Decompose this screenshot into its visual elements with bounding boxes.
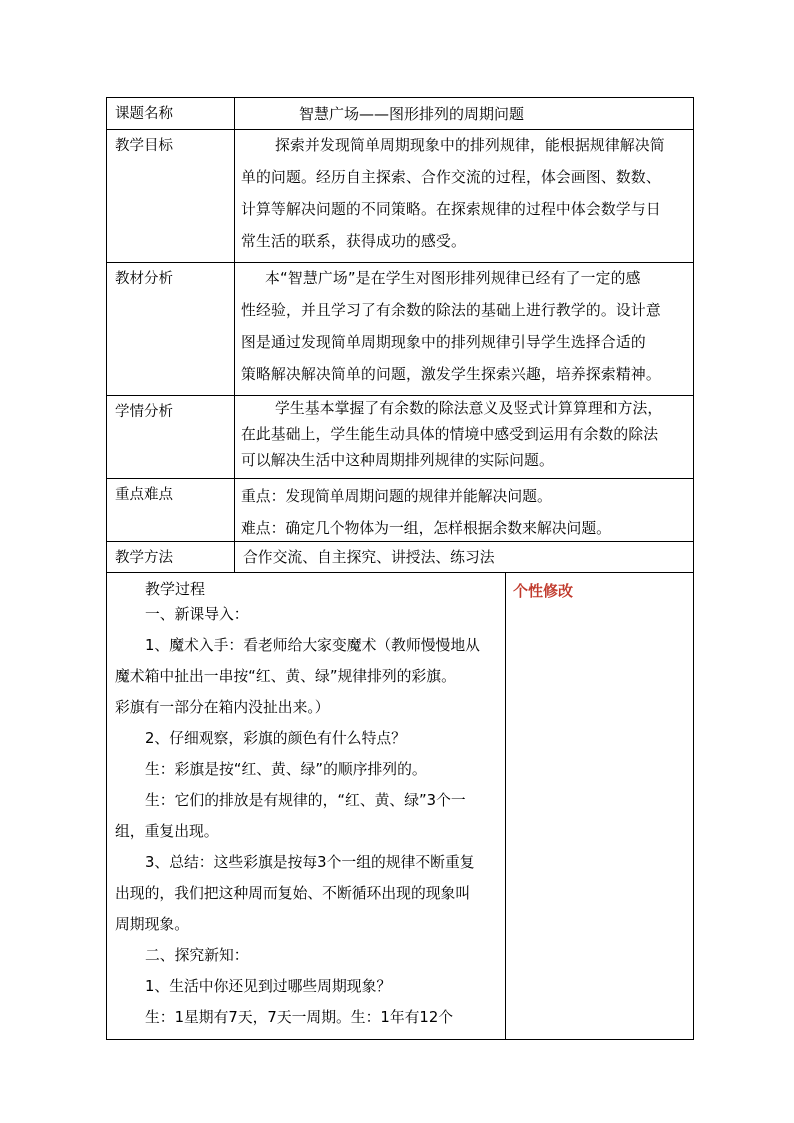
lesson-plan-table bbox=[106, 97, 694, 1040]
material-line: 图是通过发现简单周期现象中的排列规律引导学生选择合适的 bbox=[241, 334, 646, 351]
row-material-analysis bbox=[107, 263, 694, 396]
row-teaching-goal bbox=[107, 130, 694, 263]
course-name-value: 智慧广场——图形排列的周期问题 bbox=[299, 105, 525, 123]
teaching-methods-label: 教学方法 bbox=[107, 542, 235, 573]
process-line: 3、总结：这些彩旗是按每3个一组的规律不断重复 bbox=[145, 854, 475, 871]
key-points-label: 重点难点 bbox=[107, 479, 235, 542]
process-line: 生：1星期有7天，7天一周期。生：1年有12个 bbox=[145, 1009, 454, 1026]
difficult-point-text: 难点：确定几个物体为一组，怎样根据余数来解决问题。 bbox=[241, 520, 611, 537]
process-line: 组，重复出现。 bbox=[115, 823, 219, 840]
material-line: 策略解决解决简单的问题，激发学生探索兴趣，培养探索精神。 bbox=[241, 366, 661, 383]
material-line: 本“智慧广场”是在学生对图形排列规律已经有了一定的感 bbox=[265, 270, 641, 287]
row-teaching-process bbox=[107, 573, 694, 1040]
student-line: 可以解决生活中这种周期排列规律的实际问题。 bbox=[241, 452, 554, 469]
process-line: 魔术箱中扯出一串按“红、黄、绿”规律排列的彩旗。 bbox=[115, 668, 456, 685]
process-line: 周期现象。 bbox=[115, 916, 189, 933]
material-analysis-text bbox=[235, 263, 693, 395]
course-name-label: 课题名称 bbox=[107, 98, 235, 130]
teaching-goal-text bbox=[235, 130, 693, 262]
teaching-goal-label: 教学目标 bbox=[107, 130, 235, 263]
teaching-methods-value: 合作交流、自主探究、讲授法、练习法 bbox=[243, 549, 495, 566]
goal-line: 单的问题。经历自主探索、合作交流的过程，体会画图、数数、 bbox=[241, 169, 661, 186]
process-line: 彩旗有一部分在箱内没扯出来。） bbox=[115, 699, 330, 716]
row-key-points bbox=[107, 479, 694, 542]
process-lines bbox=[115, 599, 497, 1033]
student-line: 在此基础上，学生能生动具体的情境中感受到运用有余数的除法 bbox=[241, 426, 659, 443]
row-teaching-methods bbox=[107, 542, 694, 573]
key-point-text: 重点：发现简单周期问题的规律并能解决问题。 bbox=[241, 488, 552, 505]
process-line: 二、探究新知： bbox=[145, 947, 249, 964]
teaching-process-content bbox=[107, 573, 505, 1033]
student-line: 学生基本掌握了有余数的除法意义及竖式计算算理和方法， bbox=[275, 400, 663, 417]
goal-line: 计算等解决问题的不同策略。在探索规律的过程中体会数学与日 bbox=[241, 201, 661, 218]
teaching-process-title: 教学过程 bbox=[145, 580, 206, 598]
row-student-analysis bbox=[107, 396, 694, 479]
process-line: 1、生活中你还见到过哪些周期现象？ bbox=[145, 978, 392, 995]
student-analysis-label: 学情分析 bbox=[107, 396, 235, 479]
process-line: 1、魔术入手：看老师给大家变魔术（教师慢慢地从 bbox=[145, 637, 480, 654]
material-analysis-label: 教材分析 bbox=[107, 263, 235, 396]
process-line: 生：它们的排放是有规律的，“红、黄、绿”3个一 bbox=[145, 792, 466, 809]
goal-line: 探索并发现简单周期现象中的排列规律，能根据规律解决简 bbox=[275, 137, 665, 154]
row-course-name bbox=[107, 98, 694, 130]
personal-modification-title: 个性修改 bbox=[513, 582, 574, 600]
process-line: 2、仔细观察，彩旗的颜色有什么特点？ bbox=[145, 730, 406, 747]
process-line: 一、新课导入： bbox=[145, 606, 249, 623]
student-analysis-text bbox=[235, 396, 693, 478]
material-line: 性经验，并且学习了有余数的除法的基础上进行教学的。设计意 bbox=[241, 302, 661, 319]
process-line: 出现的，我们把这种周而复始、不断循环出现的现象叫 bbox=[115, 885, 471, 902]
goal-line: 常生活的联系，获得成功的感受。 bbox=[241, 233, 466, 250]
process-line: 生：彩旗是按“红、黄、绿”的顺序排列的。 bbox=[145, 761, 427, 778]
